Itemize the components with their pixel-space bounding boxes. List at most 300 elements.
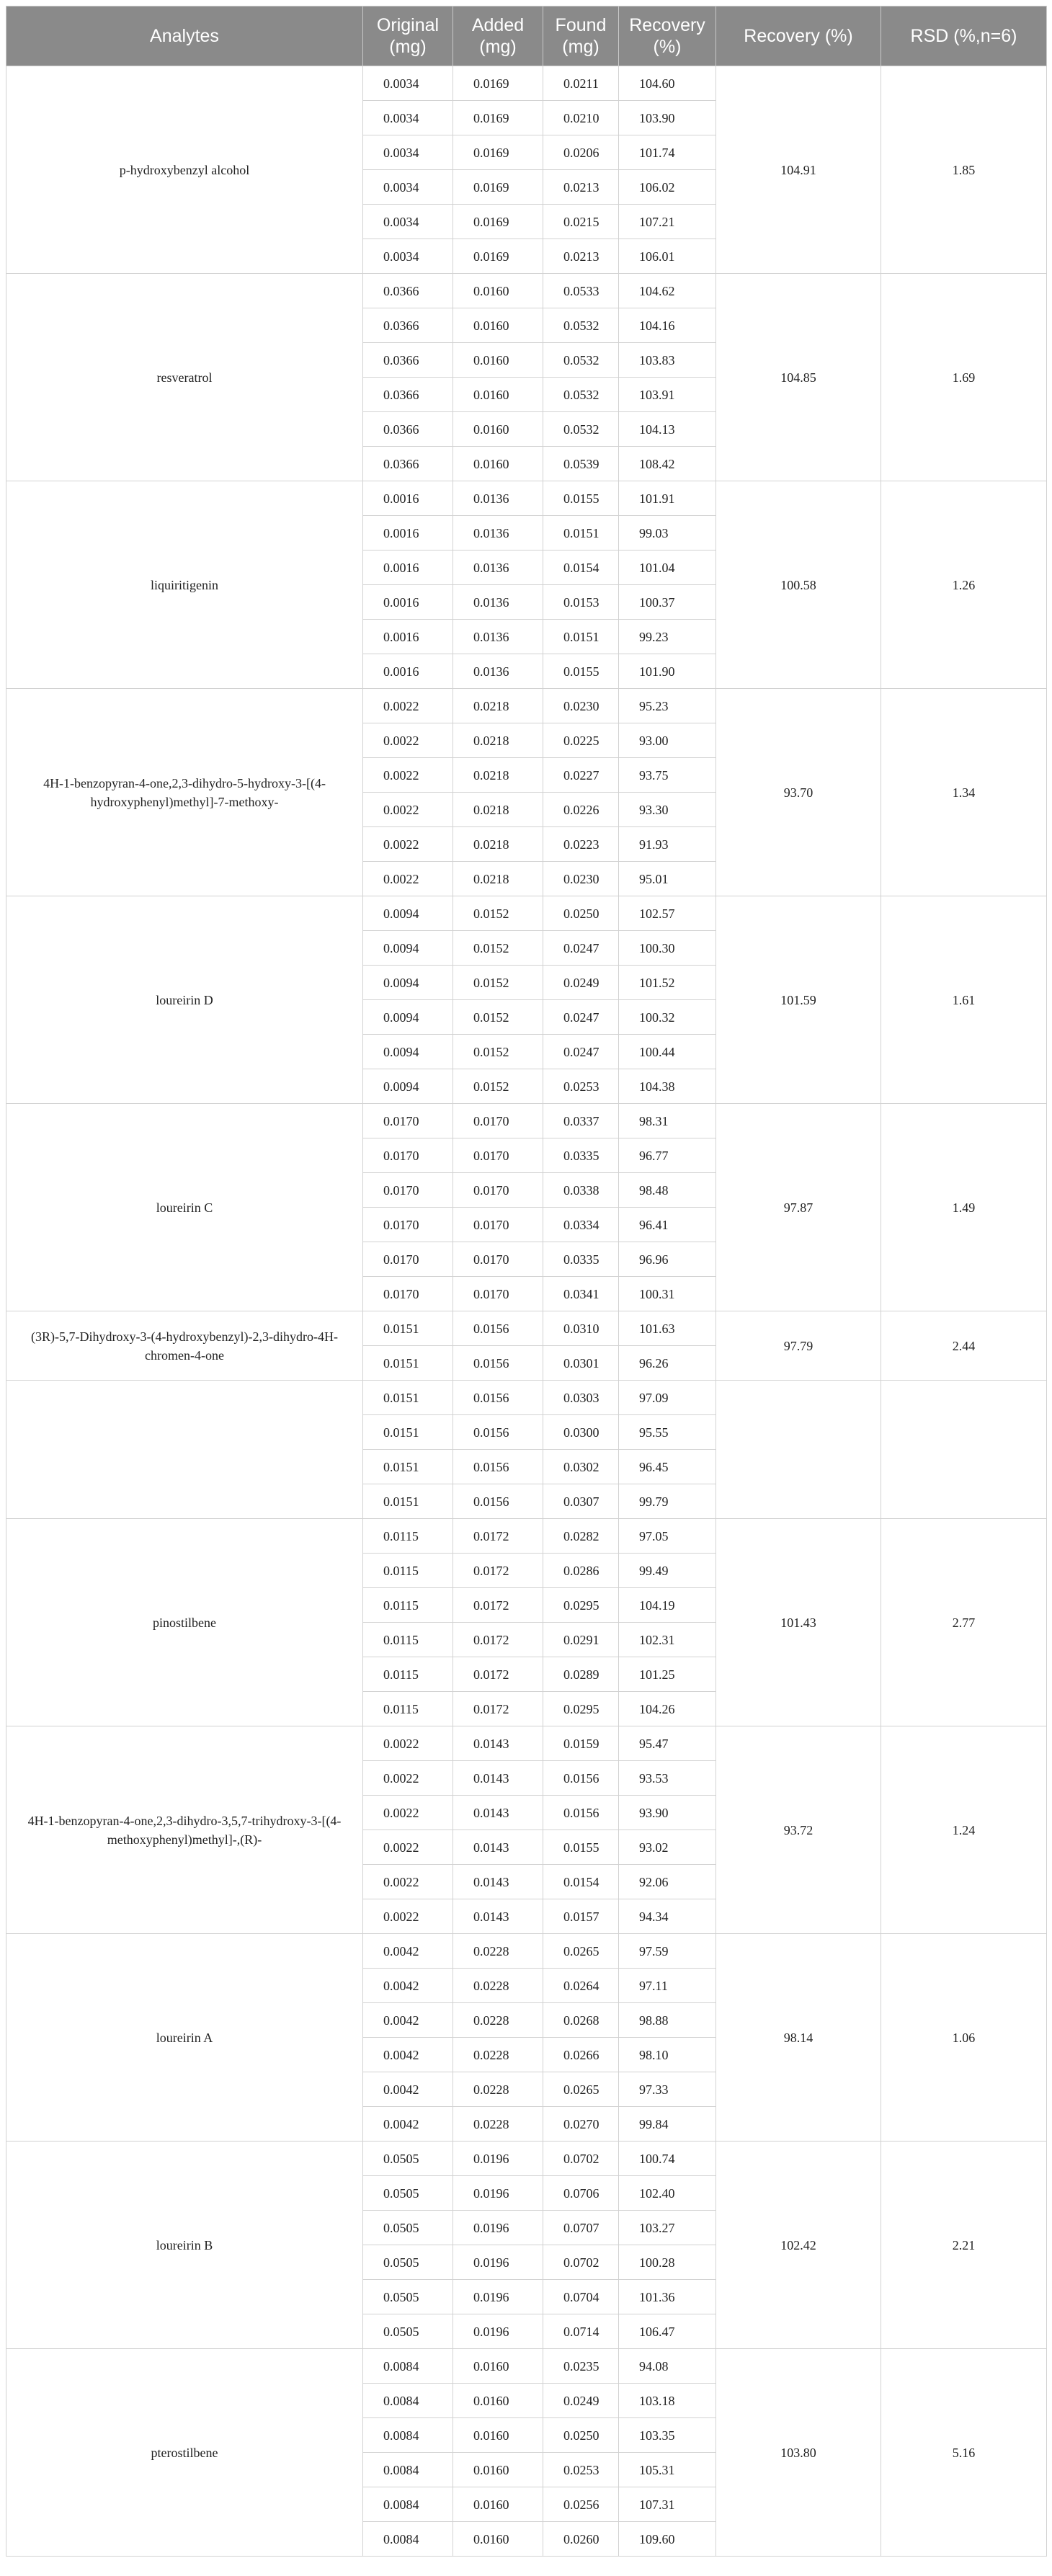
mean-recovery: 101.43 bbox=[716, 1519, 881, 1726]
cell-recovery: 97.59 bbox=[619, 1934, 716, 1969]
cell-recovery: 98.88 bbox=[619, 2003, 716, 2038]
cell-found: 0.0213 bbox=[543, 170, 619, 205]
cell-original: 0.0505 bbox=[363, 2176, 453, 2211]
recovery-table bbox=[6, 6, 1047, 2557]
cell-original: 0.0022 bbox=[363, 689, 453, 723]
cell-found: 0.0268 bbox=[543, 2003, 619, 2038]
cell-added: 0.0218 bbox=[453, 827, 543, 862]
cell-added: 0.0172 bbox=[453, 1657, 543, 1692]
cell-found: 0.0707 bbox=[543, 2211, 619, 2245]
cell-added: 0.0160 bbox=[453, 2384, 543, 2418]
cell-recovery: 97.09 bbox=[619, 1381, 716, 1415]
cell-recovery: 96.96 bbox=[619, 1242, 716, 1277]
cell-recovery: 104.38 bbox=[619, 1069, 716, 1104]
cell-recovery: 93.30 bbox=[619, 793, 716, 827]
cell-original: 0.0094 bbox=[363, 1000, 453, 1035]
cell-found: 0.0223 bbox=[543, 827, 619, 862]
cell-added: 0.0156 bbox=[453, 1415, 543, 1450]
cell-original: 0.0366 bbox=[363, 412, 453, 447]
table-row bbox=[6, 1381, 1047, 1415]
cell-added: 0.0160 bbox=[453, 378, 543, 412]
rsd-value: 2.21 bbox=[881, 2142, 1047, 2349]
cell-recovery: 103.90 bbox=[619, 101, 716, 135]
cell-recovery: 103.83 bbox=[619, 343, 716, 378]
cell-found: 0.0225 bbox=[543, 723, 619, 758]
cell-original: 0.0022 bbox=[363, 793, 453, 827]
cell-original: 0.0042 bbox=[363, 2003, 453, 2038]
cell-found: 0.0300 bbox=[543, 1415, 619, 1450]
cell-added: 0.0143 bbox=[453, 1796, 543, 1830]
cell-found: 0.0338 bbox=[543, 1173, 619, 1208]
mean-recovery: 97.79 bbox=[716, 1311, 881, 1381]
cell-added: 0.0156 bbox=[453, 1450, 543, 1484]
cell-recovery: 99.03 bbox=[619, 516, 716, 551]
header-added: Added (mg) bbox=[453, 6, 543, 66]
cell-found: 0.0210 bbox=[543, 101, 619, 135]
cell-original: 0.0094 bbox=[363, 1069, 453, 1104]
rsd-value: 2.77 bbox=[881, 1519, 1047, 1726]
cell-added: 0.0228 bbox=[453, 2038, 543, 2072]
header-mean-recovery: Recovery (%) bbox=[716, 6, 881, 66]
cell-found: 0.0206 bbox=[543, 135, 619, 170]
cell-recovery: 106.47 bbox=[619, 2314, 716, 2349]
analyte-name: resveratrol bbox=[6, 274, 363, 481]
cell-added: 0.0136 bbox=[453, 551, 543, 585]
analyte-name: loureirin A bbox=[6, 1934, 363, 2142]
cell-original: 0.0016 bbox=[363, 620, 453, 654]
cell-original: 0.0151 bbox=[363, 1311, 453, 1346]
cell-found: 0.0706 bbox=[543, 2176, 619, 2211]
cell-found: 0.0156 bbox=[543, 1796, 619, 1830]
rsd-value: 1.69 bbox=[881, 274, 1047, 481]
cell-recovery: 102.31 bbox=[619, 1623, 716, 1657]
cell-recovery: 103.18 bbox=[619, 2384, 716, 2418]
cell-found: 0.0151 bbox=[543, 516, 619, 551]
mean-recovery: 102.42 bbox=[716, 2142, 881, 2349]
mean-recovery: 93.70 bbox=[716, 689, 881, 896]
cell-recovery: 104.19 bbox=[619, 1588, 716, 1623]
cell-original: 0.0115 bbox=[363, 1657, 453, 1692]
cell-found: 0.0282 bbox=[543, 1519, 619, 1554]
cell-found: 0.0539 bbox=[543, 447, 619, 481]
cell-added: 0.0156 bbox=[453, 1484, 543, 1519]
cell-recovery: 97.11 bbox=[619, 1969, 716, 2003]
cell-added: 0.0160 bbox=[453, 447, 543, 481]
cell-found: 0.0264 bbox=[543, 1969, 619, 2003]
analyte-name: loureirin B bbox=[6, 2142, 363, 2349]
cell-original: 0.0505 bbox=[363, 2142, 453, 2176]
cell-original: 0.0084 bbox=[363, 2349, 453, 2384]
mean-recovery bbox=[716, 1381, 881, 1519]
cell-recovery: 93.00 bbox=[619, 723, 716, 758]
table-body bbox=[6, 66, 1047, 2557]
table-row bbox=[6, 1726, 1047, 1761]
cell-found: 0.0702 bbox=[543, 2142, 619, 2176]
cell-found: 0.0211 bbox=[543, 66, 619, 101]
cell-recovery: 101.63 bbox=[619, 1311, 716, 1346]
cell-added: 0.0196 bbox=[453, 2314, 543, 2349]
cell-recovery: 98.10 bbox=[619, 2038, 716, 2072]
cell-added: 0.0170 bbox=[453, 1104, 543, 1138]
cell-original: 0.0366 bbox=[363, 378, 453, 412]
cell-added: 0.0136 bbox=[453, 620, 543, 654]
cell-recovery: 93.75 bbox=[619, 758, 716, 793]
cell-added: 0.0170 bbox=[453, 1208, 543, 1242]
analyte-name: 4H-1-benzopyran-4-one,2,3-dihydro-3,5,7-trihydroxy-3-[(4-methoxyphenyl)methyl]-,(R)- bbox=[6, 1726, 363, 1934]
analyte-name: (3R)-5,7-Dihydroxy-3-(4-hydroxybenzyl)-2,3-dihydro-4H-chromen-4-one bbox=[6, 1311, 363, 1381]
cell-original: 0.0016 bbox=[363, 516, 453, 551]
cell-added: 0.0196 bbox=[453, 2211, 543, 2245]
cell-added: 0.0160 bbox=[453, 2522, 543, 2557]
cell-recovery: 101.04 bbox=[619, 551, 716, 585]
cell-found: 0.0151 bbox=[543, 620, 619, 654]
cell-original: 0.0022 bbox=[363, 1796, 453, 1830]
cell-found: 0.0337 bbox=[543, 1104, 619, 1138]
cell-added: 0.0218 bbox=[453, 862, 543, 896]
cell-original: 0.0170 bbox=[363, 1104, 453, 1138]
cell-found: 0.0155 bbox=[543, 1830, 619, 1865]
table-row bbox=[6, 481, 1047, 516]
cell-added: 0.0136 bbox=[453, 585, 543, 620]
cell-recovery: 96.26 bbox=[619, 1346, 716, 1381]
header-recovery: Recovery (%) bbox=[619, 6, 716, 66]
analyte-name: pinostilbene bbox=[6, 1519, 363, 1726]
cell-recovery: 93.53 bbox=[619, 1761, 716, 1796]
cell-added: 0.0218 bbox=[453, 758, 543, 793]
cell-original: 0.0505 bbox=[363, 2245, 453, 2280]
cell-original: 0.0115 bbox=[363, 1623, 453, 1657]
cell-original: 0.0170 bbox=[363, 1208, 453, 1242]
mean-recovery: 104.85 bbox=[716, 274, 881, 481]
cell-added: 0.0218 bbox=[453, 689, 543, 723]
cell-original: 0.0034 bbox=[363, 101, 453, 135]
cell-original: 0.0084 bbox=[363, 2384, 453, 2418]
cell-original: 0.0094 bbox=[363, 966, 453, 1000]
cell-recovery: 100.37 bbox=[619, 585, 716, 620]
cell-added: 0.0143 bbox=[453, 1899, 543, 1934]
cell-recovery: 96.77 bbox=[619, 1138, 716, 1173]
cell-original: 0.0022 bbox=[363, 1761, 453, 1796]
cell-recovery: 95.47 bbox=[619, 1726, 716, 1761]
cell-found: 0.0213 bbox=[543, 239, 619, 274]
cell-recovery: 104.60 bbox=[619, 66, 716, 101]
cell-recovery: 101.74 bbox=[619, 135, 716, 170]
cell-recovery: 108.42 bbox=[619, 447, 716, 481]
cell-found: 0.0265 bbox=[543, 1934, 619, 1969]
cell-found: 0.0249 bbox=[543, 2384, 619, 2418]
cell-recovery: 96.45 bbox=[619, 1450, 716, 1484]
cell-found: 0.0532 bbox=[543, 378, 619, 412]
cell-recovery: 100.32 bbox=[619, 1000, 716, 1035]
cell-added: 0.0196 bbox=[453, 2142, 543, 2176]
cell-original: 0.0170 bbox=[363, 1242, 453, 1277]
cell-original: 0.0022 bbox=[363, 1830, 453, 1865]
cell-found: 0.0155 bbox=[543, 481, 619, 516]
cell-found: 0.0532 bbox=[543, 343, 619, 378]
cell-recovery: 98.48 bbox=[619, 1173, 716, 1208]
table-row bbox=[6, 2142, 1047, 2176]
cell-recovery: 95.55 bbox=[619, 1415, 716, 1450]
mean-recovery: 104.91 bbox=[716, 66, 881, 274]
cell-recovery: 103.91 bbox=[619, 378, 716, 412]
cell-recovery: 107.21 bbox=[619, 205, 716, 239]
cell-found: 0.0295 bbox=[543, 1588, 619, 1623]
cell-recovery: 99.23 bbox=[619, 620, 716, 654]
table-row bbox=[6, 1519, 1047, 1554]
cell-added: 0.0228 bbox=[453, 1969, 543, 2003]
analyte-name: pterostilbene bbox=[6, 2349, 363, 2557]
cell-original: 0.0115 bbox=[363, 1519, 453, 1554]
cell-original: 0.0366 bbox=[363, 447, 453, 481]
cell-original: 0.0505 bbox=[363, 2280, 453, 2314]
header-row bbox=[6, 6, 1047, 66]
cell-recovery: 97.33 bbox=[619, 2072, 716, 2107]
cell-recovery: 102.40 bbox=[619, 2176, 716, 2211]
cell-found: 0.0295 bbox=[543, 1692, 619, 1726]
cell-added: 0.0160 bbox=[453, 2349, 543, 2384]
cell-added: 0.0228 bbox=[453, 2003, 543, 2038]
cell-original: 0.0022 bbox=[363, 1865, 453, 1899]
cell-original: 0.0115 bbox=[363, 1554, 453, 1588]
cell-recovery: 107.31 bbox=[619, 2487, 716, 2522]
cell-recovery: 103.27 bbox=[619, 2211, 716, 2245]
analyte-name: loureirin D bbox=[6, 896, 363, 1104]
cell-original: 0.0505 bbox=[363, 2314, 453, 2349]
cell-original: 0.0016 bbox=[363, 481, 453, 516]
cell-added: 0.0156 bbox=[453, 1346, 543, 1381]
table-row bbox=[6, 2349, 1047, 2384]
cell-original: 0.0016 bbox=[363, 654, 453, 689]
cell-original: 0.0022 bbox=[363, 723, 453, 758]
cell-found: 0.0157 bbox=[543, 1899, 619, 1934]
cell-added: 0.0136 bbox=[453, 516, 543, 551]
header-rsd: RSD (%,n=6) bbox=[881, 6, 1047, 66]
cell-added: 0.0170 bbox=[453, 1173, 543, 1208]
cell-recovery: 104.62 bbox=[619, 274, 716, 308]
rsd-value: 1.34 bbox=[881, 689, 1047, 896]
cell-original: 0.0022 bbox=[363, 862, 453, 896]
cell-added: 0.0170 bbox=[453, 1138, 543, 1173]
analyte-name: liquiritigenin bbox=[6, 481, 363, 689]
table-row bbox=[6, 66, 1047, 101]
cell-recovery: 101.90 bbox=[619, 654, 716, 689]
cell-recovery: 101.36 bbox=[619, 2280, 716, 2314]
cell-original: 0.0115 bbox=[363, 1692, 453, 1726]
cell-added: 0.0160 bbox=[453, 2487, 543, 2522]
mean-recovery: 97.87 bbox=[716, 1104, 881, 1311]
cell-recovery: 103.35 bbox=[619, 2418, 716, 2453]
cell-original: 0.0034 bbox=[363, 135, 453, 170]
table-row bbox=[6, 1311, 1047, 1346]
cell-found: 0.0307 bbox=[543, 1484, 619, 1519]
cell-added: 0.0169 bbox=[453, 66, 543, 101]
cell-found: 0.0215 bbox=[543, 205, 619, 239]
cell-added: 0.0228 bbox=[453, 2107, 543, 2142]
analyte-name: p-hydroxybenzyl alcohol bbox=[6, 66, 363, 274]
cell-recovery: 95.23 bbox=[619, 689, 716, 723]
cell-added: 0.0170 bbox=[453, 1277, 543, 1311]
header-original: Original (mg) bbox=[363, 6, 453, 66]
cell-found: 0.0250 bbox=[543, 896, 619, 931]
table-row bbox=[6, 274, 1047, 308]
cell-added: 0.0160 bbox=[453, 274, 543, 308]
cell-found: 0.0154 bbox=[543, 1865, 619, 1899]
rsd-value: 1.06 bbox=[881, 1934, 1047, 2142]
cell-original: 0.0094 bbox=[363, 896, 453, 931]
table-header bbox=[6, 6, 1047, 66]
cell-original: 0.0084 bbox=[363, 2453, 453, 2487]
cell-recovery: 100.28 bbox=[619, 2245, 716, 2280]
cell-added: 0.0169 bbox=[453, 205, 543, 239]
cell-added: 0.0196 bbox=[453, 2280, 543, 2314]
cell-added: 0.0152 bbox=[453, 1069, 543, 1104]
cell-found: 0.0256 bbox=[543, 2487, 619, 2522]
analyte-name: 4H-1-benzopyran-4-one,2,3-dihydro-5-hydroxy-3-[(4-hydroxyphenyl)methyl]-7-methoxy- bbox=[6, 689, 363, 896]
cell-recovery: 101.25 bbox=[619, 1657, 716, 1692]
cell-found: 0.0532 bbox=[543, 308, 619, 343]
cell-original: 0.0094 bbox=[363, 1035, 453, 1069]
cell-added: 0.0152 bbox=[453, 966, 543, 1000]
cell-recovery: 101.52 bbox=[619, 966, 716, 1000]
cell-original: 0.0016 bbox=[363, 551, 453, 585]
cell-recovery: 95.01 bbox=[619, 862, 716, 896]
cell-added: 0.0152 bbox=[453, 1000, 543, 1035]
cell-recovery: 99.49 bbox=[619, 1554, 716, 1588]
cell-found: 0.0702 bbox=[543, 2245, 619, 2280]
cell-recovery: 100.44 bbox=[619, 1035, 716, 1069]
cell-found: 0.0291 bbox=[543, 1623, 619, 1657]
cell-found: 0.0250 bbox=[543, 2418, 619, 2453]
cell-original: 0.0034 bbox=[363, 239, 453, 274]
cell-found: 0.0310 bbox=[543, 1311, 619, 1346]
cell-added: 0.0143 bbox=[453, 1726, 543, 1761]
mean-recovery: 101.59 bbox=[716, 896, 881, 1104]
cell-found: 0.0533 bbox=[543, 274, 619, 308]
cell-added: 0.0152 bbox=[453, 931, 543, 966]
cell-original: 0.0151 bbox=[363, 1484, 453, 1519]
cell-found: 0.0159 bbox=[543, 1726, 619, 1761]
cell-found: 0.0247 bbox=[543, 1000, 619, 1035]
cell-recovery: 94.08 bbox=[619, 2349, 716, 2384]
rsd-value: 1.24 bbox=[881, 1726, 1047, 1934]
cell-original: 0.0042 bbox=[363, 2038, 453, 2072]
cell-original: 0.0170 bbox=[363, 1277, 453, 1311]
cell-recovery: 100.31 bbox=[619, 1277, 716, 1311]
cell-found: 0.0714 bbox=[543, 2314, 619, 2349]
cell-added: 0.0160 bbox=[453, 343, 543, 378]
cell-found: 0.0226 bbox=[543, 793, 619, 827]
cell-added: 0.0196 bbox=[453, 2176, 543, 2211]
cell-original: 0.0151 bbox=[363, 1381, 453, 1415]
cell-found: 0.0334 bbox=[543, 1208, 619, 1242]
cell-added: 0.0160 bbox=[453, 412, 543, 447]
cell-added: 0.0156 bbox=[453, 1311, 543, 1346]
cell-found: 0.0249 bbox=[543, 966, 619, 1000]
cell-original: 0.0115 bbox=[363, 1588, 453, 1623]
cell-added: 0.0160 bbox=[453, 2453, 543, 2487]
cell-found: 0.0270 bbox=[543, 2107, 619, 2142]
table-row bbox=[6, 896, 1047, 931]
cell-found: 0.0247 bbox=[543, 931, 619, 966]
table-row bbox=[6, 1104, 1047, 1138]
cell-added: 0.0160 bbox=[453, 2418, 543, 2453]
cell-original: 0.0151 bbox=[363, 1450, 453, 1484]
cell-recovery: 101.91 bbox=[619, 481, 716, 516]
cell-original: 0.0084 bbox=[363, 2522, 453, 2557]
cell-added: 0.0172 bbox=[453, 1692, 543, 1726]
cell-original: 0.0366 bbox=[363, 308, 453, 343]
cell-added: 0.0143 bbox=[453, 1761, 543, 1796]
cell-added: 0.0143 bbox=[453, 1865, 543, 1899]
mean-recovery: 100.58 bbox=[716, 481, 881, 689]
cell-found: 0.0153 bbox=[543, 585, 619, 620]
cell-recovery: 99.79 bbox=[619, 1484, 716, 1519]
cell-found: 0.0303 bbox=[543, 1381, 619, 1415]
cell-original: 0.0084 bbox=[363, 2418, 453, 2453]
header-analytes: Analytes bbox=[6, 6, 363, 66]
cell-added: 0.0172 bbox=[453, 1623, 543, 1657]
cell-original: 0.0366 bbox=[363, 274, 453, 308]
cell-original: 0.0084 bbox=[363, 2487, 453, 2522]
rsd-value: 5.16 bbox=[881, 2349, 1047, 2557]
rsd-value: 1.49 bbox=[881, 1104, 1047, 1311]
cell-original: 0.0366 bbox=[363, 343, 453, 378]
cell-found: 0.0341 bbox=[543, 1277, 619, 1311]
cell-recovery: 91.93 bbox=[619, 827, 716, 862]
cell-original: 0.0170 bbox=[363, 1138, 453, 1173]
rsd-value: 1.85 bbox=[881, 66, 1047, 274]
cell-recovery: 104.16 bbox=[619, 308, 716, 343]
cell-found: 0.0532 bbox=[543, 412, 619, 447]
cell-added: 0.0152 bbox=[453, 896, 543, 931]
cell-original: 0.0034 bbox=[363, 66, 453, 101]
cell-original: 0.0151 bbox=[363, 1346, 453, 1381]
cell-recovery: 104.13 bbox=[619, 412, 716, 447]
table-row bbox=[6, 689, 1047, 723]
cell-found: 0.0154 bbox=[543, 551, 619, 585]
cell-recovery: 97.05 bbox=[619, 1519, 716, 1554]
cell-original: 0.0022 bbox=[363, 1726, 453, 1761]
cell-original: 0.0042 bbox=[363, 2072, 453, 2107]
cell-added: 0.0169 bbox=[453, 135, 543, 170]
cell-found: 0.0253 bbox=[543, 2453, 619, 2487]
cell-found: 0.0335 bbox=[543, 1138, 619, 1173]
cell-original: 0.0034 bbox=[363, 170, 453, 205]
cell-original: 0.0022 bbox=[363, 758, 453, 793]
cell-added: 0.0143 bbox=[453, 1830, 543, 1865]
mean-recovery: 93.72 bbox=[716, 1726, 881, 1934]
cell-recovery: 93.02 bbox=[619, 1830, 716, 1865]
cell-added: 0.0136 bbox=[453, 654, 543, 689]
cell-recovery: 106.02 bbox=[619, 170, 716, 205]
cell-recovery: 102.57 bbox=[619, 896, 716, 931]
cell-recovery: 94.34 bbox=[619, 1899, 716, 1934]
rsd-value bbox=[881, 1381, 1047, 1519]
cell-added: 0.0169 bbox=[453, 170, 543, 205]
header-found: Found (mg) bbox=[543, 6, 619, 66]
cell-original: 0.0151 bbox=[363, 1415, 453, 1450]
cell-recovery: 106.01 bbox=[619, 239, 716, 274]
cell-found: 0.0265 bbox=[543, 2072, 619, 2107]
cell-added: 0.0170 bbox=[453, 1242, 543, 1277]
cell-found: 0.0260 bbox=[543, 2522, 619, 2557]
cell-original: 0.0170 bbox=[363, 1173, 453, 1208]
cell-added: 0.0228 bbox=[453, 2072, 543, 2107]
cell-recovery: 98.31 bbox=[619, 1104, 716, 1138]
cell-added: 0.0172 bbox=[453, 1588, 543, 1623]
cell-found: 0.0227 bbox=[543, 758, 619, 793]
cell-found: 0.0230 bbox=[543, 862, 619, 896]
